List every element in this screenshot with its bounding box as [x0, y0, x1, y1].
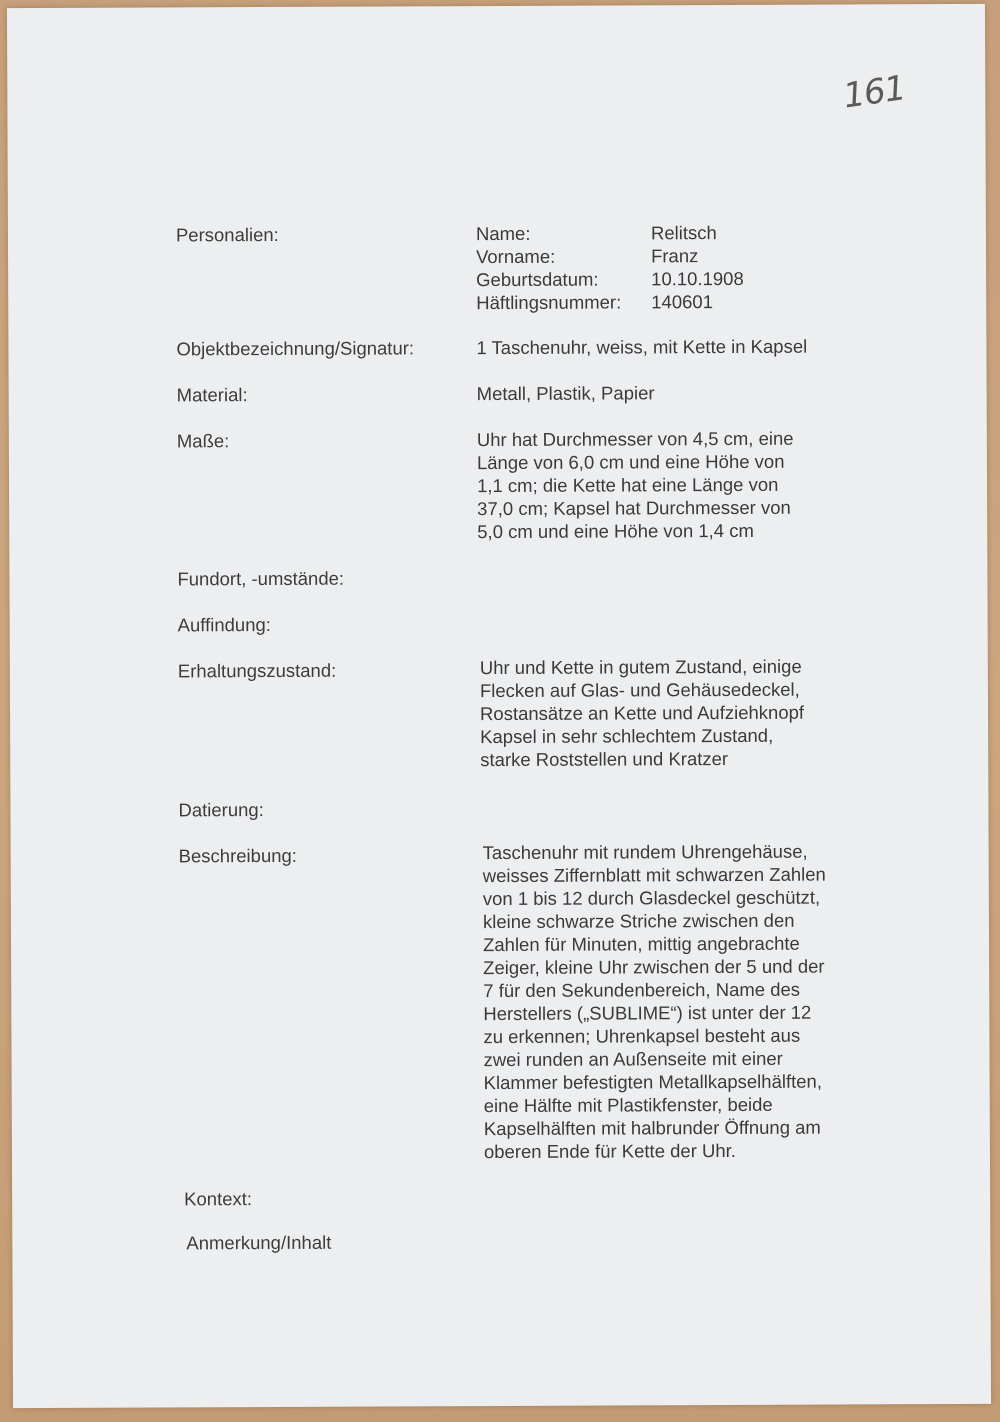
label-personalien: Personalien:: [175, 223, 279, 246]
text-line: Rostansätze an Kette und Aufziehknopf: [479, 701, 805, 725]
personal-value: Franz: [650, 245, 699, 267]
value-erhaltungszustand: [480, 655, 804, 771]
text-line: 1,1 cm; die Kette hat eine Länge von: [476, 473, 779, 497]
label-objektbezeichnung: Objektbezeichnung/Signatur:: [176, 337, 415, 360]
text-line: 5,0 cm und eine Höhe von 1,4 cm: [477, 519, 754, 543]
personal-key: Geburtsdatum:: [476, 268, 599, 291]
personal-row-geburtsdatum: [476, 267, 744, 291]
label-datierung: Datierung:: [178, 799, 264, 821]
handwritten-page-number: 161: [840, 68, 908, 117]
value-material: Metall, Plastik, Papier: [476, 382, 655, 405]
text-line: zu erkennen; Uhrenkapsel besteht aus: [483, 1024, 801, 1048]
label-anmerkung: Anmerkung/Inhalt: [186, 1231, 332, 1254]
text-line: starke Roststellen und Kratzer: [480, 748, 729, 771]
text-line: Zeiger, kleine Uhr zwischen der 5 und der: [483, 955, 825, 979]
label-kontext: Kontext:: [184, 1188, 253, 1210]
text-line: 7 für den Sekundenbereich, Name des: [483, 978, 801, 1002]
text-line: Herstellers („SUBLIME“) ist unter der 12: [483, 1001, 812, 1025]
personal-value: Relitsch: [650, 222, 717, 244]
text-line: oberen Ende für Kette der Uhr.: [483, 1139, 736, 1163]
personal-row-haeftlingsnummer: [476, 290, 744, 314]
text-line: Kapselhälften mit halbrunder Öffnung am: [483, 1116, 821, 1140]
personal-row-name: [476, 221, 744, 245]
text-line: Zahlen für Minuten, mittig angebrachte: [482, 932, 800, 956]
text-line: kleine schwarze Striche zwischen den: [482, 909, 795, 933]
text-line: Kapsel in sehr schlechtem Zustand,: [480, 724, 774, 748]
text-line: Uhr und Kette in gutem Zustand, einige: [479, 655, 802, 679]
text-line: eine Hälfte mit Plastikfenster, beide: [483, 1093, 773, 1117]
label-beschreibung: Beschreibung:: [178, 844, 297, 867]
personal-key: Vorname:: [475, 245, 556, 268]
label-auffindung: Auffindung:: [177, 613, 271, 636]
label-masse: Maße:: [176, 430, 230, 452]
personal-data-table: [476, 221, 744, 314]
document-sheet: [7, 4, 991, 1408]
personal-key: Häftlingsnummer:: [476, 291, 622, 314]
text-line: Länge von 6,0 cm und eine Höhe von: [476, 450, 785, 474]
personal-key: Name:: [475, 222, 531, 245]
value-beschreibung: [483, 840, 827, 1163]
label-material: Material:: [176, 384, 248, 406]
text-line: Klammer befestigten Metallkapselhälften,: [483, 1070, 822, 1094]
text-line: Flecken auf Glas- und Gehäusedeckel,: [479, 678, 800, 702]
personal-value: 10.10.1908: [651, 267, 744, 290]
personal-value: 140601: [651, 291, 714, 313]
text-line: von 1 bis 12 durch Glasdeckel geschützt,: [482, 886, 821, 910]
value-masse: [477, 427, 794, 543]
text-line: Uhr hat Durchmesser von 4,5 cm, eine: [476, 427, 794, 451]
text-line: 37,0 cm; Kapsel hat Durchmesser von: [477, 496, 791, 520]
text-line: weisses Ziffernblatt mit schwarzen Zahlen: [482, 863, 826, 887]
value-objektbezeichnung: 1 Taschenuhr, weiss, mit Kette in Kapsel: [476, 335, 808, 359]
label-fundort: Fundort, -umstände:: [177, 567, 345, 590]
text-line: zwei runden an Außenseite mit einer: [483, 1047, 783, 1071]
personal-row-vorname: [476, 244, 744, 268]
text-line: Taschenuhr mit rundem Uhrengehäuse,: [482, 840, 808, 864]
label-erhaltungszustand: Erhaltungszustand:: [177, 659, 337, 682]
